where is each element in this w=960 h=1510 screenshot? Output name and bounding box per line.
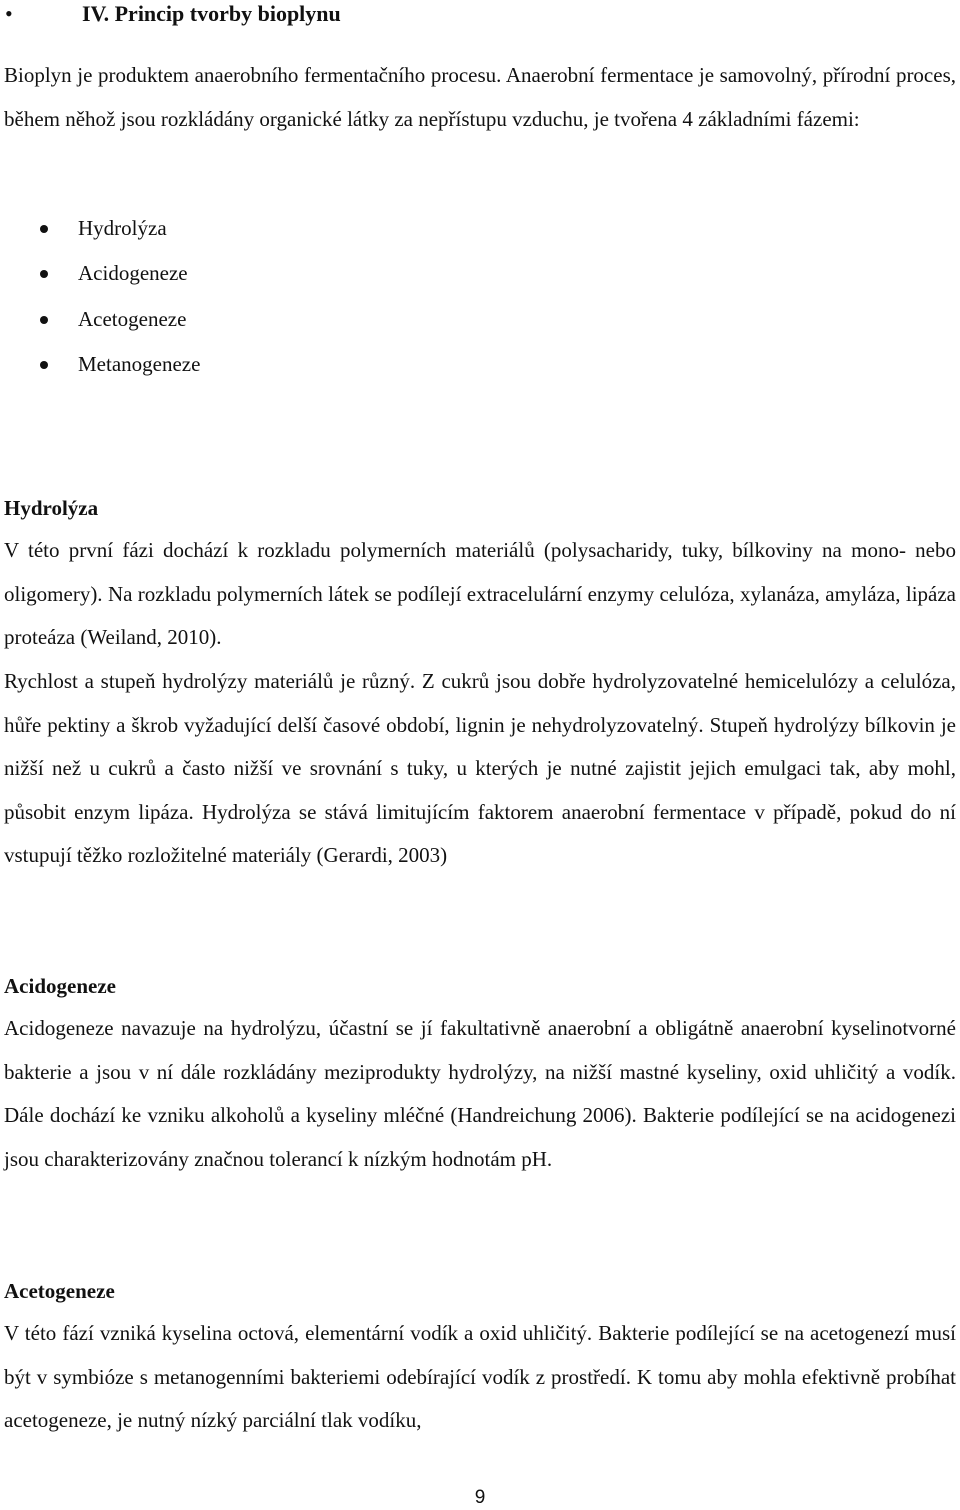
phase-label: Acidogeneze bbox=[78, 261, 188, 286]
bullet-icon bbox=[40, 316, 48, 324]
bullet-icon bbox=[40, 361, 48, 369]
bullet-icon bbox=[40, 225, 48, 233]
acetogeneze-paragraph: V této fází vzniká kyselina octová, elementární vodík a oxid uhličitý. Bakterie podílející se na acetogenezí musí být v symbióze s metanogenními bakteriemi odebírající vodík z prostředí. K tomu aby mohla efektivně probíhat acetogeneze, je nutný nízký parciální tlak vodíku, bbox=[4, 1321, 956, 1432]
section-heading-hydrolyza: Hydrolýza bbox=[4, 496, 99, 520]
hydrolyza-paragraph-2: Rychlost a stupeň hydrolýzy materiálů je různý. Z cukrů jsou dobře hydrolyzovatelné hemicelulózy a celulóza, hůře pektiny a škrob vyžadující delší časové období, lignin je nehydrolyzovatelný. Stupeň hydrolýzy bílkovin je nižší než u cukrů a často nižší ve srovnání s tuky, u kterých je nutné zajistit jejich emulgaci tak, aby mohl, působit enzym lipáza. Hydrolýza se stává limitujícím faktorem anaerobní fermentace v případě, pokud do ní vstupují těžko rozložitelné materiály (Gerardi, 2003) bbox=[4, 669, 956, 867]
phase-label: Acetogeneze bbox=[78, 306, 187, 331]
phase-label: Metanogeneze bbox=[78, 351, 201, 376]
bullet-icon bbox=[40, 270, 48, 278]
phase-label: Hydrolýza bbox=[78, 216, 167, 240]
intro-paragraph: Bioplyn je produktem anaerobního fermentačního procesu. Anaerobní fermentace je samovolný, přírodní proces, během něhož jsou rozkládány organické látky za nepřístupu vzduchu, je tvořena 4 základními fázemi: bbox=[4, 63, 956, 131]
page-number: 9 bbox=[474, 1487, 486, 1508]
acidogeneze-paragraph: Acidogeneze navazuje na hydrolýzu, účastní se jí fakultativně anaerobní a obligátně anaerobní kyselinotvorné bakterie a jsou v ní dále rozkládány meziprodukty hydrolýzy, na nižší mastné kyseliny, oxid uhličitý a vodík. Dále dochází ke vzniku alkoholů a kyseliny mléčné (Handreichung 2006). Bakterie podílející se na acidogenezi jsou charakterizovány značnou tolerancí k nízkým hodnotám pH. bbox=[4, 1016, 956, 1171]
chapter-title: IV. Princip tvorby bioplynu bbox=[82, 1, 341, 26]
chapter-bullet: • bbox=[5, 1, 13, 26]
section-heading-acetogeneze: Acetogeneze bbox=[4, 1279, 115, 1303]
hydrolyza-paragraph-1: V této první fázi dochází k rozkladu polymerních materiálů (polysacharidy, tuky, bílkoviny na mono- nebo oligomery). Na rozkladu polymerních látek se podílejí extracelulární enzymy celulóza, xylanáza, amyláza, lipáza proteáza (Weiland, 2010). bbox=[4, 538, 956, 649]
section-heading-acidogeneze: Acidogeneze bbox=[4, 974, 116, 998]
